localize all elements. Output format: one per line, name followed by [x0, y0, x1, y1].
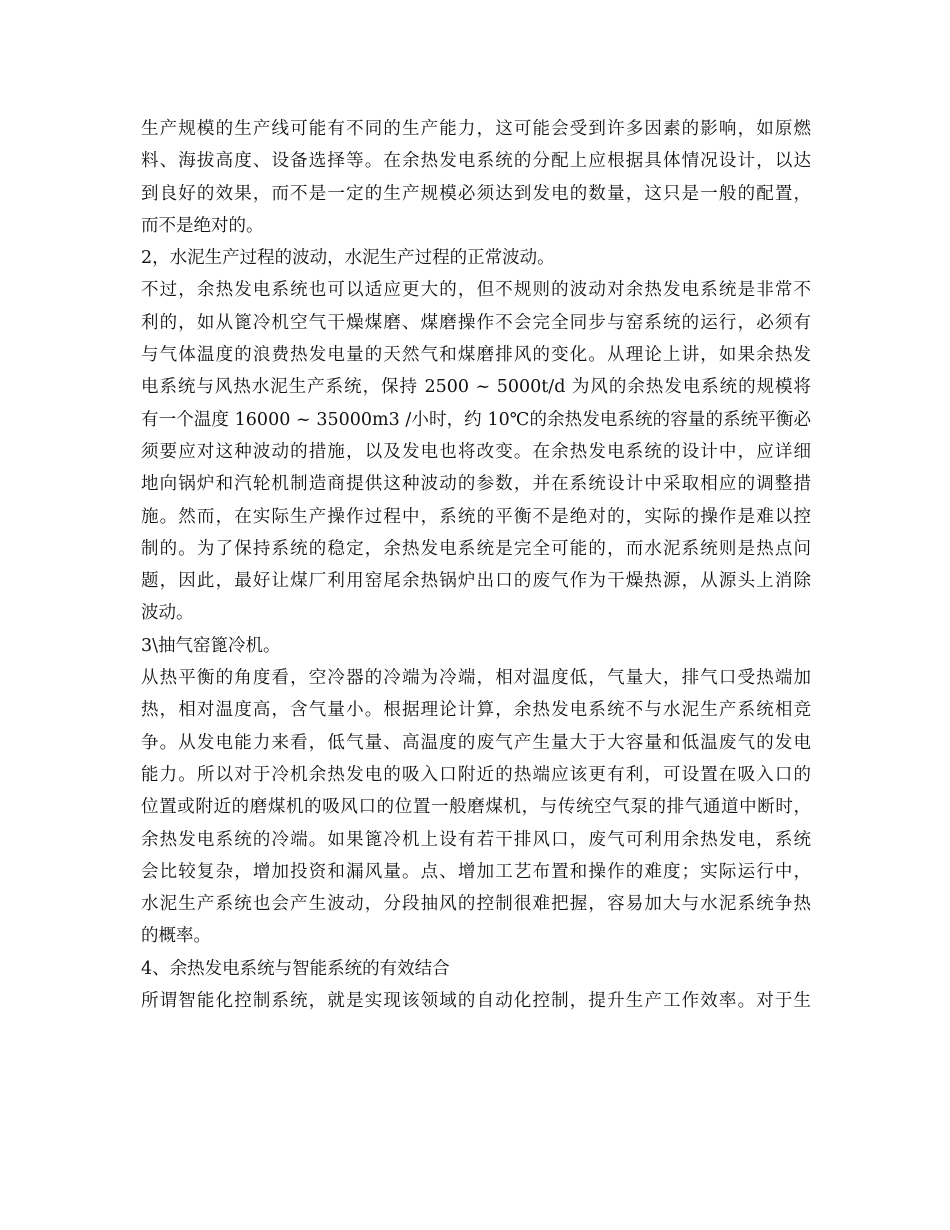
text-line: 2，水泥生产过程的波动，水泥生产过程的正常波动。: [141, 248, 555, 269]
document-page: [141, 113, 811, 1017]
text-line: 须要应对这种波动的措施，以及发电也将改变。在余热发电系统的设计中，应详细: [141, 441, 811, 462]
text-line: 热，相对温度高，含气量小。根据理论计算，余热发电系统不与水泥生产系统相竞: [141, 700, 811, 721]
text-line: 题，因此，最好让煤厂利用窑尾余热锅炉出口的废气作为干燥热源，从源头上消除: [141, 571, 811, 592]
text-line: 料、海拔高度、设备选择等。在余热发电系统的分配上应根据具体情况设计，以达: [141, 151, 811, 172]
text-line: 到良好的效果，而不是一定的生产规模必须达到发电的数量，这只是一般的配置，: [141, 183, 811, 204]
text-line: 生产规模的生产线可能有不同的生产能力，这可能会受到许多因素的影响，如原燃: [141, 119, 811, 139]
text-line: 能力。所以对于冷机余热发电的吸入口附近的热端应该更有利，可设置在吸入口的: [141, 764, 811, 785]
text-line: 4、余热发电系统与智能系统的有效结合: [141, 958, 450, 979]
text-line: 水泥生产系统也会产生波动，分段抽风的控制很难把握，容易加大与水泥系统争热: [141, 894, 811, 915]
text-line: 有一个温度 16000 ~ 35000m3 /小时，约 10℃的余热发电系统的容量的系统平衡必: [141, 409, 811, 430]
text-line: 制的。为了保持系统的稳定，余热发电系统是完全可能的，而水泥系统则是热点问: [141, 538, 811, 559]
text-line: 波动。: [141, 603, 194, 624]
text-line: 余热发电系统的冷端。如果篦冷机上设有若干排风口，废气可利用余热发电，系统: [141, 829, 811, 850]
text-line: 利的，如从篦冷机空气干燥煤磨、煤磨操作不会完全同步与窑系统的运行，必须有: [141, 312, 811, 333]
text-line: 不过，余热发电系统也可以适应更大的，但不规则的波动对余热发电系统是非常不: [141, 280, 811, 301]
text-line: 与气体温度的浪费热发电量的天然气和煤磨排风的变化。从理论上讲，如果余热发: [141, 345, 811, 366]
text-line: 位置或附近的磨煤机的吸风口的位置一般磨煤机，与传统空气泵的排气通道中断时，: [141, 797, 811, 818]
text-line: 从热平衡的角度看，空冷器的冷端为冷端，相对温度低，气量大，排气口受热端加: [141, 668, 811, 689]
text-line: 会比较复杂，增加投资和漏风量。点、增加工艺布置和操作的难度；实际运行中，: [141, 861, 811, 882]
text-line: 电系统与风热水泥生产系统，保持 2500 ~ 5000t/d 为风的余热发电系统的规模将: [141, 377, 811, 398]
text-line: 施。然而，在实际生产操作过程中，系统的平衡不是绝对的，实际的操作是难以控: [141, 506, 811, 527]
text-line: 地向锅炉和汽轮机制造商提供这种波动的参数，并在系统设计中采取相应的调整措: [141, 474, 811, 495]
text-line: 所谓智能化控制系统，就是实现该领域的自动化控制，提升生产工作效率。对于生: [141, 991, 811, 1012]
text-line: 而不是绝对的。: [141, 215, 264, 236]
text-line: 3\抽气窑篦冷机。: [141, 635, 281, 656]
text-line: 争。从发电能力来看，低气量、高温度的废气产生量大于大容量和低温废气的发电: [141, 732, 811, 753]
text-line: 的概率。: [141, 926, 211, 947]
